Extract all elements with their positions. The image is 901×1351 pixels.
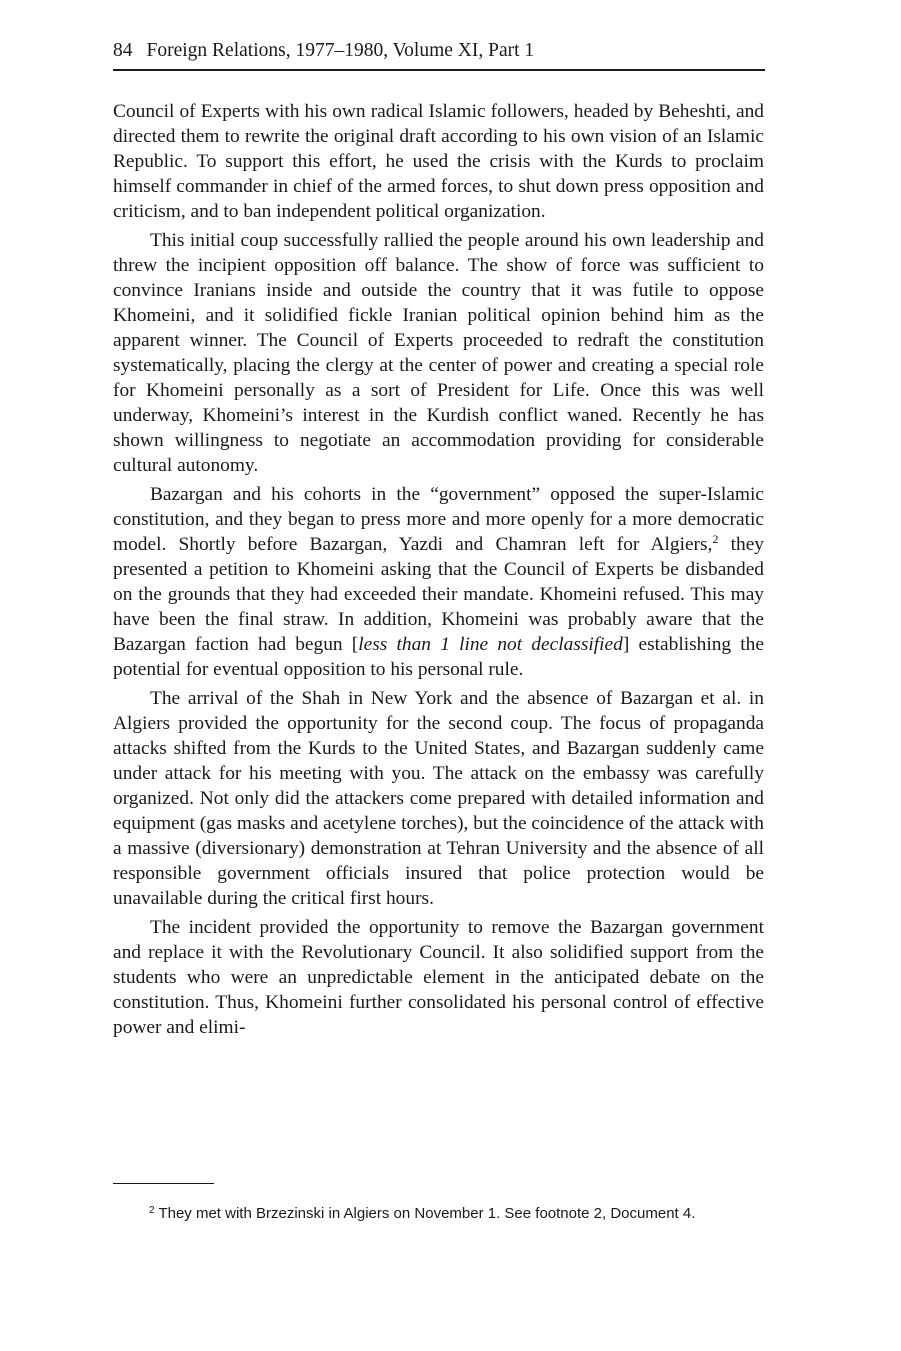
running-title: Foreign Relations, 1977–1980, Volume XI, Part 1 bbox=[146, 40, 535, 61]
footnote-reference-2[interactable]: 2 bbox=[712, 532, 719, 546]
paragraph-4: The arrival of the Shah in New York and the absence of Bazargan et al. in Algiers provided the opportunity for the second coup. The focus of propaganda attacks shifted from the Kurds to the United States, and Bazargan suddenly came under attack for his meeting with you. The attack on the embassy was carefully organized. Not only did the attackers come prepared with detailed information and equipment (gas masks and acetylene torches), but the coincidence of the attack with a massive (diversionary) demonstration at Tehran University and the absence of all responsible government officials insured that police protection would be unavailable during the critical first hours. bbox=[113, 688, 764, 909]
footnote-text: They met with Brzezinski in Algiers on November 1. See footnote 2, Document 4. bbox=[154, 1205, 696, 1222]
footnote bbox=[113, 1203, 764, 1225]
paragraph-3-text-c: ] establishing the potential for eventual opposition to his personal rule. bbox=[113, 634, 764, 680]
page-number: 84 bbox=[113, 40, 133, 61]
paragraph-5: The incident provided the opportunity to remove the Bazargan government and replace it with the Revolutionary Council. It also solidified support from the students who were an unpredictable element in the anticipated debate on the constitution. Thus, Khomeini further consolidated his personal control of effective power and elimi- bbox=[113, 917, 764, 1038]
running-head bbox=[113, 38, 765, 64]
footnote-rule bbox=[113, 1183, 214, 1184]
footnote-marker: 2 bbox=[149, 1205, 155, 1216]
paragraph-1: Council of Experts with his own radical Islamic followers, headed by Beheshti, and directed them to rewrite the original draft according to his own vision of an Islamic Republic. To support this effort, he used the crisis with the Kurds to proclaim himself commander in chief of the armed forces, to shut down press opposition and criticism, and to ban independent political organization. bbox=[113, 101, 764, 222]
declassification-note: less than 1 line not declassified bbox=[358, 634, 623, 655]
body-text bbox=[113, 99, 764, 1044]
paragraph-3 bbox=[113, 482, 764, 682]
paragraph-2: This initial coup successfully rallied the people around his own leadership and threw the incipient opposition off balance. The show of force was sufficient to convince Iranians inside and outside the country that it was futile to oppose Khomeini, and it solidified fickle Iranian political opinion behind him as the apparent winner. The Council of Experts proceeded to redraft the constitution systematically, placing the clergy at the center of power and creating a special role for Khomeini personally as a sort of President for Life. Once this was well underway, Khomeini’s interest in the Kurdish conflict waned. Recently he has shown willingness to negotiate an accommodation providing for considerable cultural autonomy. bbox=[113, 230, 764, 476]
paragraph-3-text-b: they presented a petition to Khomeini asking that the Council of Experts be disbanded on the grounds that they had exceeded their mandate. Khomeini refused. This may have been the final straw. In addition, Khomeini was probably aware that the Bazargan faction had begun [ bbox=[113, 534, 765, 655]
header-rule bbox=[113, 69, 765, 71]
paragraph-3-text-a: Bazargan and his cohorts in the “government” opposed the super-Islamic constitution, and they began to press more and more openly for a more democratic model. Shortly before Bazargan, Yazdi and Chamran left for Algiers, bbox=[113, 484, 764, 555]
